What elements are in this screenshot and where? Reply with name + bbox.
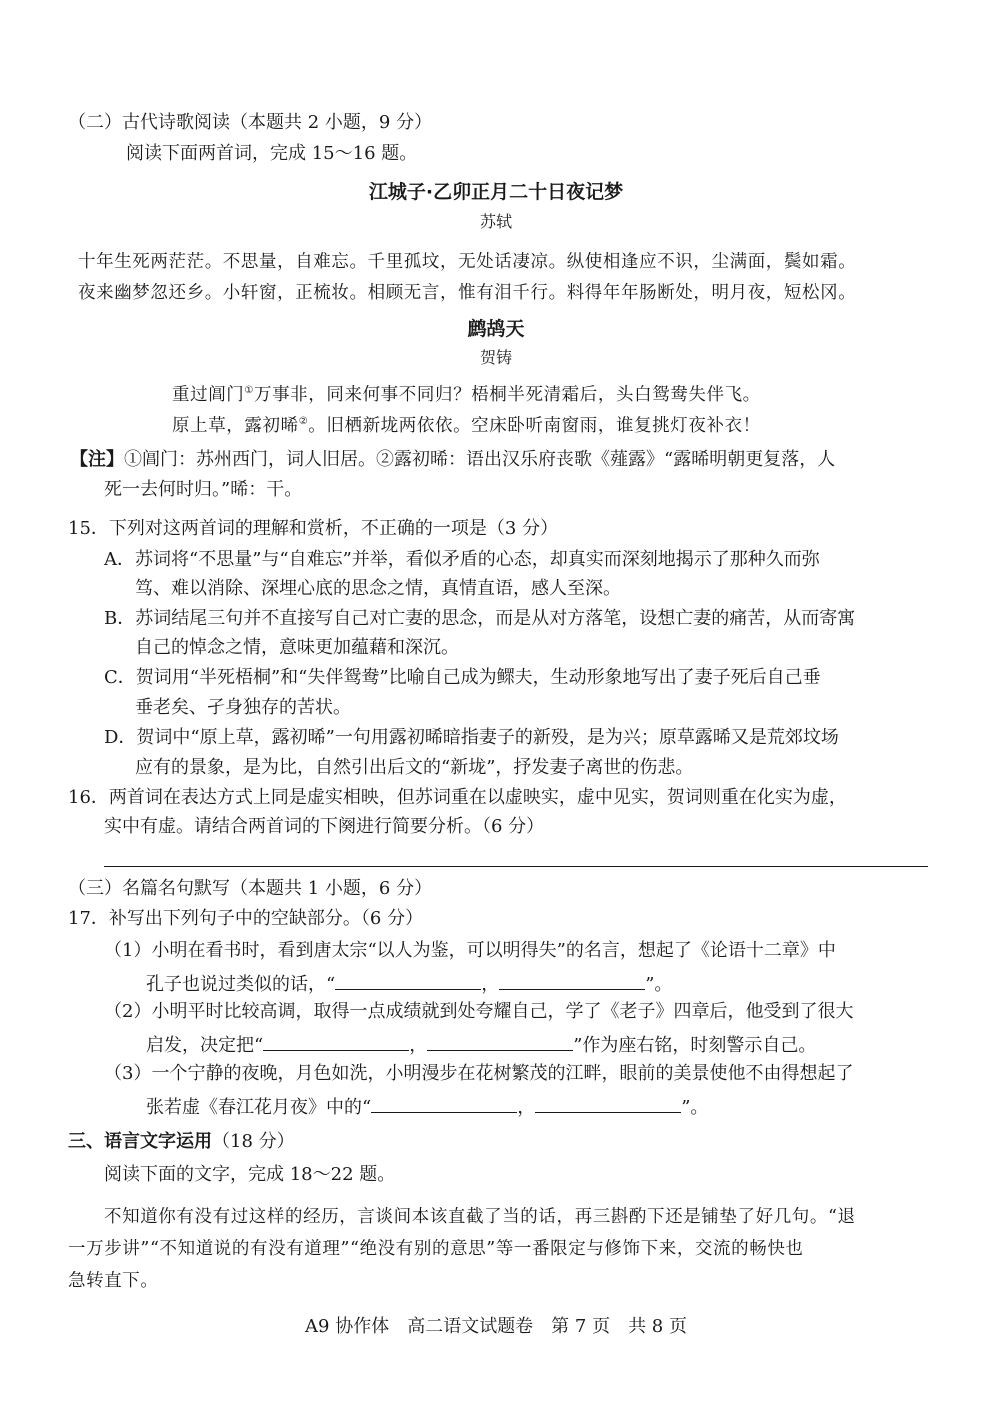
poem1-line-1: 十年生死两茫茫。不思量，自难忘。千里孤坟，无处话凄凉。纵使相逢应不识，尘满面，鬓如霜。 bbox=[78, 252, 857, 272]
q15-option-a-line-1: A．苏词将“不思量”与“自难忘”并举，看似矛盾的心态，却真实而深刻地揭示了那种久而弥 bbox=[104, 549, 820, 570]
note-line-2: 死一去何时归。”晞：干。 bbox=[104, 479, 303, 500]
q17-stem: 17．补写出下列句子中的空缺部分。（6 分） bbox=[68, 908, 424, 929]
part3-heading: 三、语言文字运用（18 分） bbox=[68, 1131, 295, 1152]
fill-blank-3[interactable] bbox=[263, 1032, 409, 1051]
q17-part3-line-2: 张若虚《春江花月夜》中的“ ， ”。 bbox=[146, 1094, 708, 1119]
q15-stem: 15．下列对这两首词的理解和赏析，不正确的一项是（3 分） bbox=[68, 518, 559, 539]
section-heading-recitation: （三）名篇名句默写（本题共 1 小题，6 分） bbox=[68, 878, 433, 899]
q17-part3-line-1: （3）一个宁静的夜晚，月色如洗，小明漫步在花树繁茂的江畔，眼前的美景使他不由得想起了 bbox=[104, 1063, 854, 1084]
poem1-line-2: 夜来幽梦忽还乡。小轩窗，正梳妆。相顾无言，惟有泪千行。料得年年肠断处，明月夜，短松冈。 bbox=[78, 283, 857, 303]
poem2-line-1: 重过阊门①万事非，同来何事不同归？梧桐半死清霜后，头白鸳鸯失伴飞。 bbox=[172, 385, 761, 405]
q15-option-d-line-2: 应有的景象，是为比，自然引出后文的“新垅”，抒发妻子离世的伤悲。 bbox=[135, 757, 694, 778]
note-line-1: 【注】①阊门：苏州西门，词人旧居。②露初晞：语出汉乐府丧歌《薤露》“露晞明朝更复落，人 bbox=[70, 449, 836, 470]
q17-part1-line-2: 孔子也说过类似的话，“ ， ”。 bbox=[146, 971, 672, 996]
passage-line-3: 急转直下。 bbox=[68, 1271, 159, 1291]
q16-line-1: 16．两首词在表达方式上同是虚实相映，但苏词重在以虚映实，虚中见实，贺词则重在化实为虚， bbox=[68, 787, 847, 808]
poetry-instruction: 阅读下面两首词，完成 15～16 题。 bbox=[126, 143, 418, 164]
fill-blank-5[interactable] bbox=[371, 1094, 517, 1113]
q15-option-d-line-1: D．贺词中“原上草，露初晞”一句用露初晞暗指妻子的新殁，是为兴；原草露晞又是荒郊坟场 bbox=[104, 727, 839, 748]
q15-option-c-line-2: 垂老矣、孑身独存的苦状。 bbox=[135, 697, 351, 718]
poem1-author: 苏轼 bbox=[479, 212, 512, 231]
passage-line-2: 一万步讲”“不知道说的有没有道理”“绝没有别的意思”等一番限定与修饰下来，交流的畅快也 bbox=[68, 1239, 804, 1259]
answer-line bbox=[104, 866, 928, 867]
q15-option-c-line-1: C．贺词用“半死梧桐”和“失伴鸳鸯”比喻自己成为鳏夫，生动形象地写出了妻子死后自己垂 bbox=[104, 667, 821, 688]
section-heading-poetry: （二）古代诗歌阅读（本题共 2 小题，9 分） bbox=[68, 112, 433, 133]
passage-line-1: 不知道你有没有过这样的经历，言谈间本该直截了当的话，再三斟酌下还是铺垫了好几句。“退 bbox=[104, 1207, 856, 1227]
q17-part1-line-1: （1）小明在看书时，看到唐太宗“以人为鉴，可以明得失”的名言，想起了《论语十二章》中 bbox=[104, 940, 836, 961]
part3-instruction: 阅读下面的文字，完成 18～22 题。 bbox=[104, 1164, 396, 1185]
fill-blank-1[interactable] bbox=[335, 971, 481, 990]
q15-option-b-line-1: B．苏词结尾三句并不直接写自己对亡妻的思念，而是从对方落笔，设想亡妻的痛苦，从而寄寓 bbox=[104, 608, 856, 629]
note-label: 【注】 bbox=[70, 449, 124, 470]
q17-part2-line-2: 启发，决定把“ ， ”作为座右铭，时刻警示自己。 bbox=[146, 1032, 816, 1057]
fill-blank-6[interactable] bbox=[535, 1094, 681, 1113]
poem2-line-2: 原上草，露初晞②。旧栖新垅两依依。空床卧听南窗雨，谁复挑灯夜补衣！ bbox=[172, 416, 761, 436]
q15-option-a-line-2: 笃、难以消除、深埋心底的思念之情，真情直语，感人至深。 bbox=[135, 578, 621, 599]
fill-blank-4[interactable] bbox=[427, 1032, 573, 1051]
page-footer: A9 协作体 高二语文试题卷 第 7 页 共 8 页 bbox=[305, 1316, 687, 1337]
q17-part2-line-1: （2）小明平时比较高调，取得一点成绩就到处夸耀自己，学了《老子》四章后，他受到了很大 bbox=[104, 1001, 854, 1022]
q16-line-2: 实中有虚。请结合两首词的下阕进行简要分析。（6 分） bbox=[104, 816, 545, 837]
poem1-title: 江城子·乙卯正月二十日夜记梦 bbox=[368, 181, 624, 203]
q15-option-b-line-2: 自己的悼念之情，意味更加蕴藉和深沉。 bbox=[135, 637, 459, 658]
fill-blank-2[interactable] bbox=[499, 971, 645, 990]
poem2-author: 贺铸 bbox=[479, 348, 512, 367]
poem2-title: 鹧鸪天 bbox=[467, 318, 525, 340]
